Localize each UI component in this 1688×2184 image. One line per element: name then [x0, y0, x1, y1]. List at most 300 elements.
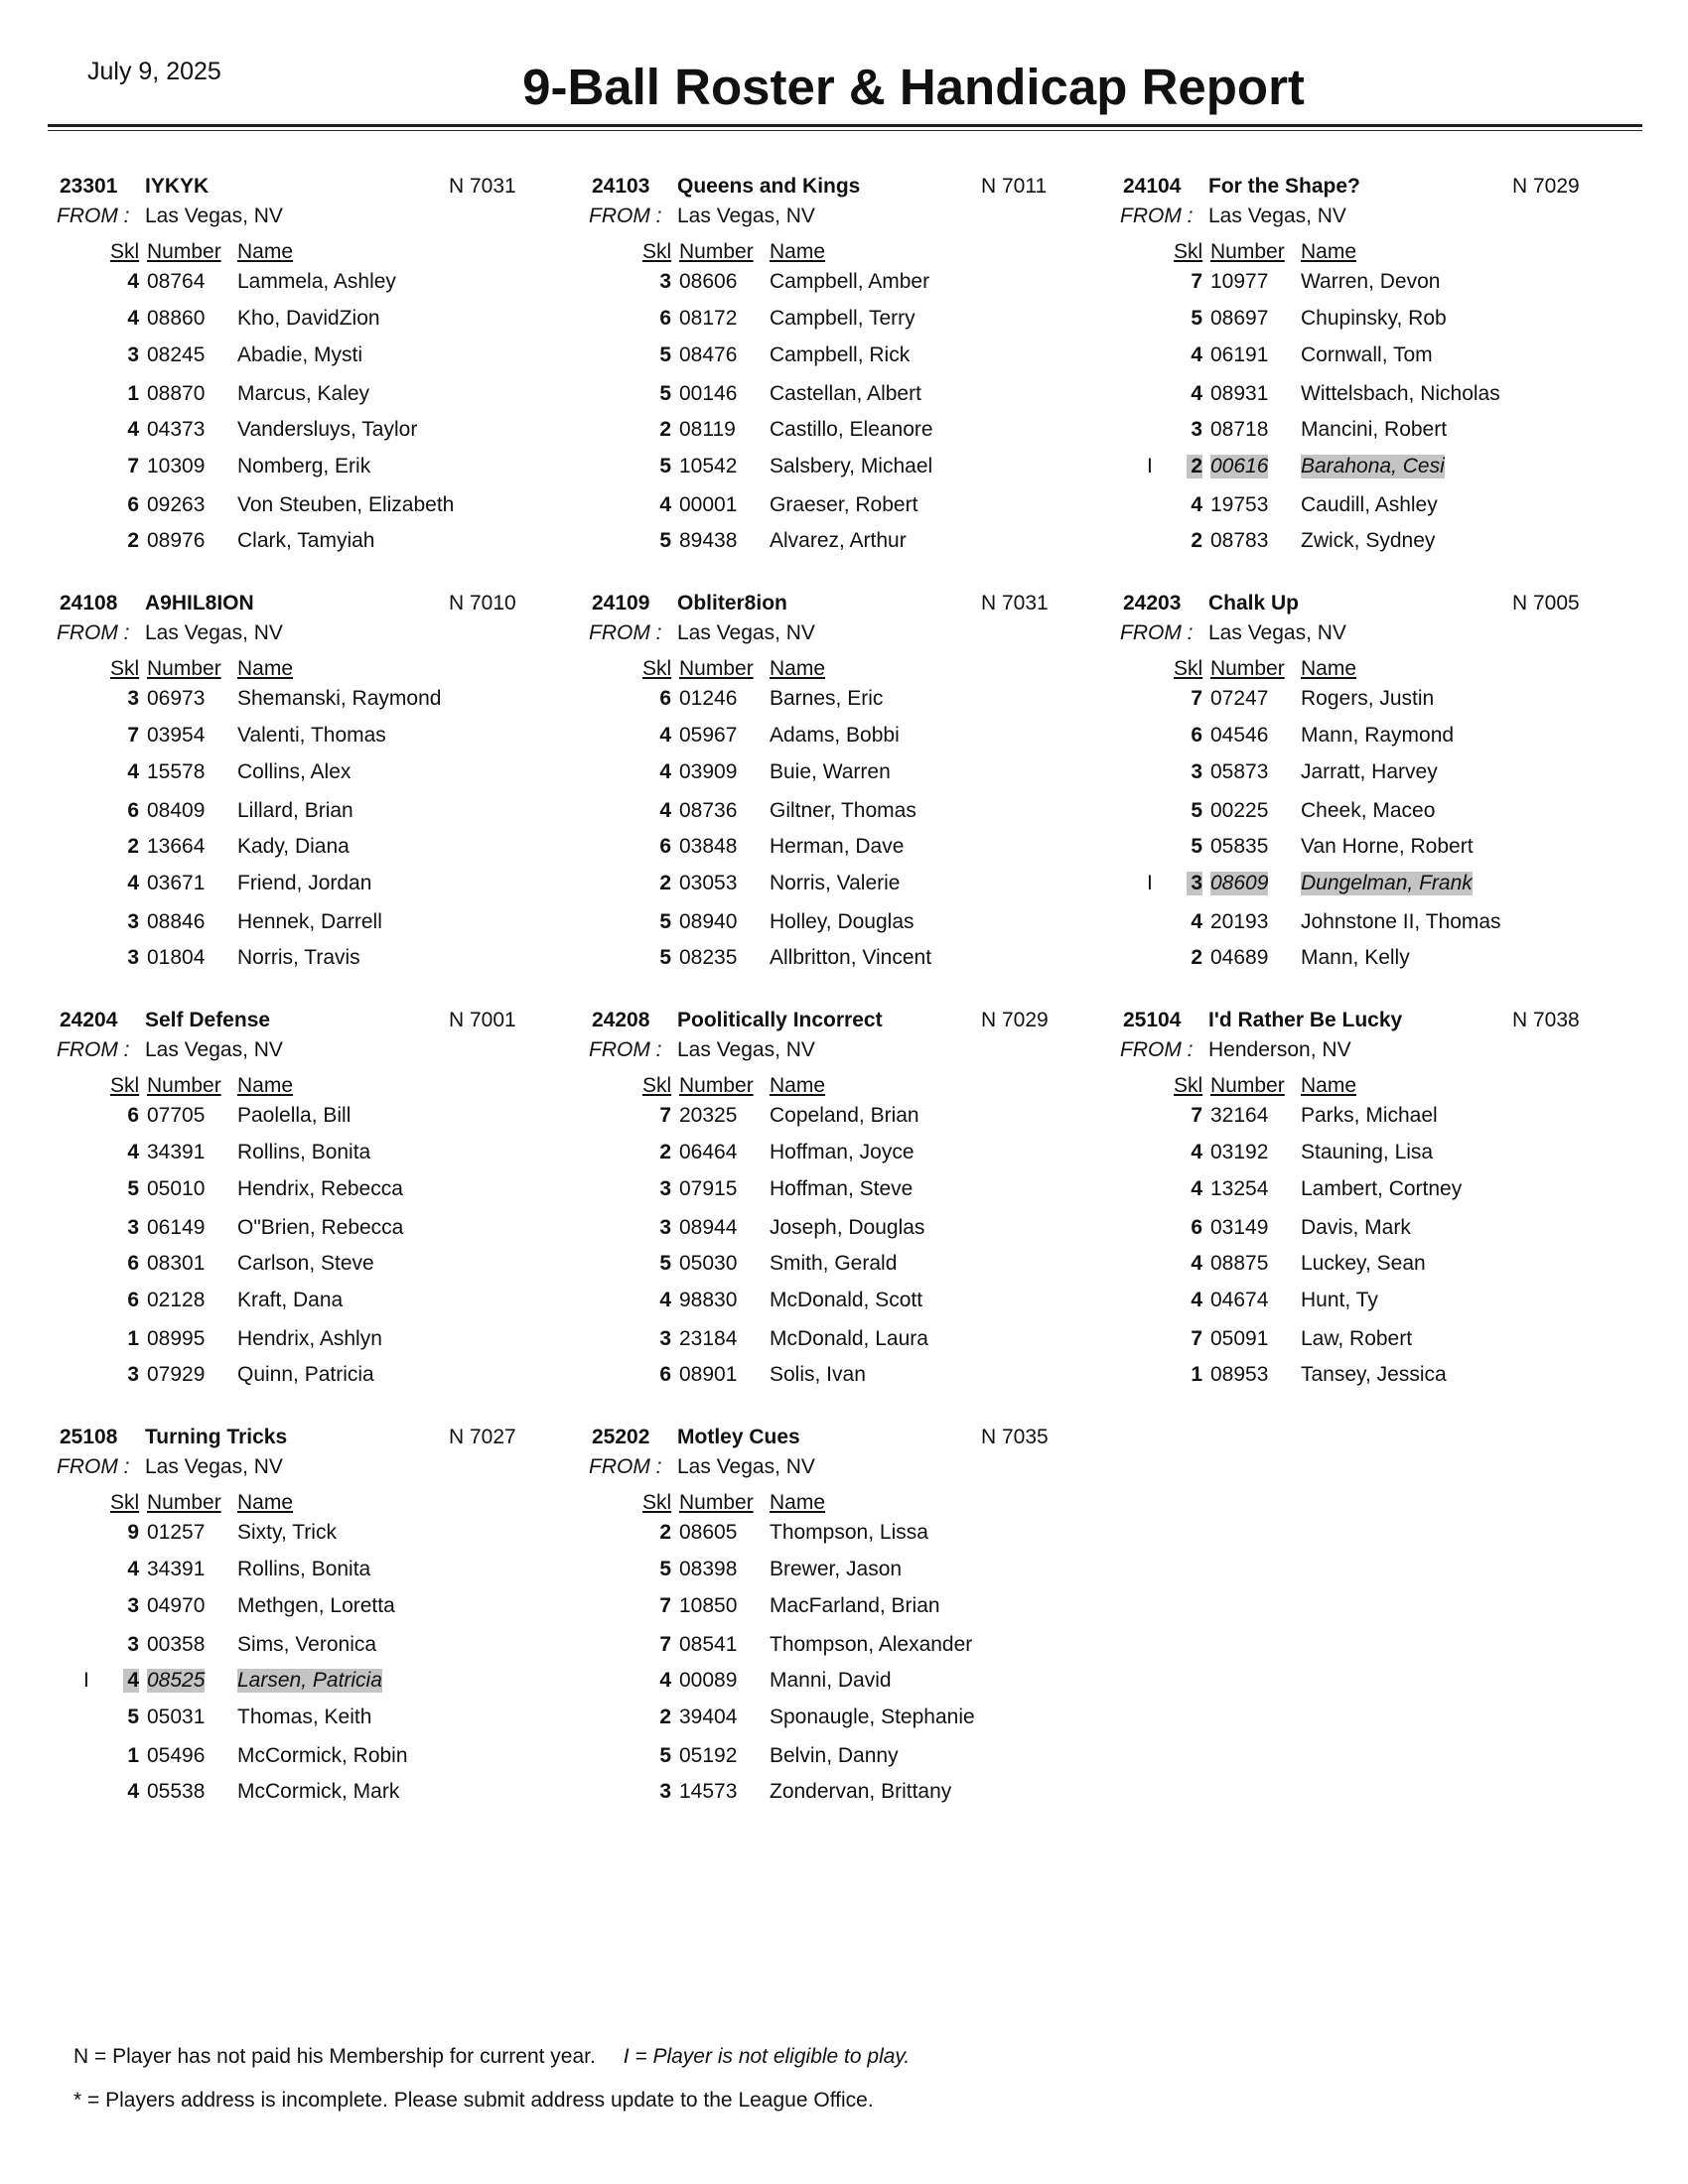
member-number: 39404 — [679, 1706, 738, 1728]
skill-level: 5 — [659, 343, 671, 366]
member-number: 08940 — [679, 910, 738, 933]
player-name: Zwick, Sydney — [1301, 529, 1436, 552]
member-number: 00089 — [679, 1669, 738, 1692]
member-number: 03671 — [147, 872, 206, 894]
player-name: Von Steuben, Elizabeth — [237, 493, 455, 516]
team-number: 24204 — [60, 1009, 118, 1031]
member-number: 03954 — [147, 724, 206, 747]
player-name: MacFarland, Brian — [770, 1594, 940, 1617]
member-number: 08846 — [147, 910, 206, 933]
skill-level: 5 — [659, 946, 671, 969]
player-name: Cheek, Maceo — [1301, 799, 1436, 822]
skill-level: 7 — [1191, 687, 1202, 710]
member-number: 98830 — [679, 1289, 738, 1311]
skill-level: 3 — [127, 1216, 139, 1239]
player-row — [1123, 760, 1639, 790]
skill-level: 4 — [127, 1558, 139, 1580]
skill-level: 4 — [127, 872, 139, 894]
skill-column-header: Skl — [110, 240, 140, 263]
team-header — [60, 175, 576, 203]
skill-level: 7 — [1191, 1104, 1202, 1127]
member-number: 08860 — [147, 307, 206, 330]
skill-level: 3 — [127, 946, 139, 969]
skill-column-header: Skl — [110, 1074, 140, 1097]
player-name: Chupinsky, Rob — [1301, 307, 1447, 330]
player-row — [60, 1327, 576, 1357]
member-number: 08119 — [679, 418, 736, 441]
player-name: Hoffman, Joyce — [770, 1141, 914, 1163]
player-row — [592, 1669, 1108, 1699]
member-number: 01246 — [679, 687, 738, 710]
player-name: Kho, DavidZion — [237, 307, 380, 330]
skill-level: 2 — [659, 418, 671, 441]
player-row — [592, 1706, 1108, 1735]
skill-level: 2 — [1191, 946, 1202, 969]
player-name: Hennek, Darrell — [237, 910, 382, 933]
team-division-code: N 7010 — [449, 592, 516, 614]
team-name: Motley Cues — [677, 1426, 800, 1448]
player-row — [60, 1633, 576, 1663]
member-number: 07929 — [147, 1363, 206, 1386]
skill-level: 3 — [659, 1216, 671, 1239]
player-row — [592, 910, 1108, 940]
player-name: Law, Robert — [1301, 1327, 1413, 1350]
player-name: Barahona, Cesi — [1301, 455, 1445, 478]
team-block — [57, 175, 576, 592]
name-column-header: Name — [770, 1074, 826, 1097]
player-name: Campbell, Amber — [770, 270, 930, 293]
player-row — [1123, 382, 1639, 412]
player-name: Tansey, Jessica — [1301, 1363, 1447, 1386]
player-name: Lammela, Ashley — [237, 270, 396, 293]
member-number: 07705 — [147, 1104, 206, 1127]
skill-level: 6 — [1191, 724, 1202, 747]
team-block — [1120, 1009, 1639, 1426]
player-row — [60, 493, 576, 523]
member-number: 08697 — [1210, 307, 1269, 330]
team-city: Las Vegas, NV — [677, 1038, 815, 1061]
player-name: Mann, Kelly — [1301, 946, 1410, 969]
player-row — [1123, 418, 1639, 448]
player-row — [592, 418, 1108, 448]
player-name: Methgen, Loretta — [237, 1594, 395, 1617]
skill-level: 4 — [1191, 343, 1202, 366]
player-row — [60, 835, 576, 865]
member-number: 08301 — [147, 1252, 206, 1275]
player-name: Vandersluys, Taylor — [237, 418, 418, 441]
member-number: 08953 — [1210, 1363, 1269, 1386]
skill-level: 3 — [1191, 760, 1202, 783]
member-number: 04970 — [147, 1594, 206, 1617]
skill-level: 2 — [659, 1706, 671, 1728]
team-city: Las Vegas, NV — [677, 1455, 815, 1478]
skill-level: 1 — [1191, 1363, 1202, 1386]
team-header — [1123, 1009, 1639, 1036]
skill-level: 4 — [127, 1141, 139, 1163]
player-row — [592, 455, 1108, 484]
skill-level: 3 — [1191, 418, 1202, 441]
member-number: 05031 — [147, 1706, 206, 1728]
team-number: 25202 — [592, 1426, 650, 1448]
from-label: FROM : — [57, 621, 130, 644]
player-name: Dungelman, Frank — [1301, 872, 1473, 894]
player-row — [1123, 307, 1639, 337]
skill-level: 3 — [659, 270, 671, 293]
skill-level: 5 — [659, 1252, 671, 1275]
team-header — [592, 175, 1108, 203]
player-row — [60, 1744, 576, 1774]
player-name: Marcus, Kaley — [237, 382, 370, 405]
skill-level: 3 — [127, 910, 139, 933]
eligibility-flag: I — [83, 1669, 89, 1692]
player-row — [60, 1289, 576, 1318]
legend-address-note: * = Players address is incomplete. Please submit address update to the League Office. — [73, 2089, 874, 2112]
player-row — [1123, 270, 1639, 300]
name-column-header: Name — [237, 1074, 294, 1097]
report-date: July 9, 2025 — [87, 58, 221, 85]
member-number: 08995 — [147, 1327, 206, 1350]
player-row — [60, 872, 576, 901]
team-header — [60, 1009, 576, 1036]
team-location — [57, 621, 283, 645]
skill-level: 5 — [659, 529, 671, 552]
member-number: 08944 — [679, 1216, 738, 1239]
skill-level: 4 — [1191, 910, 1202, 933]
skill-level: 4 — [127, 270, 139, 293]
player-name: Alvarez, Arthur — [770, 529, 907, 552]
skill-level: 7 — [659, 1594, 671, 1617]
team-number: 24104 — [1123, 175, 1182, 198]
player-name: Sponaugle, Stephanie — [770, 1706, 975, 1728]
player-row — [592, 1289, 1108, 1318]
member-number: 05030 — [679, 1252, 738, 1275]
eligibility-flag: I — [1147, 455, 1153, 478]
player-name: Hendrix, Rebecca — [237, 1177, 403, 1200]
player-name: Adams, Bobbi — [770, 724, 900, 747]
player-row — [60, 307, 576, 337]
member-number: 03848 — [679, 835, 738, 858]
member-number: 05010 — [147, 1177, 206, 1200]
player-name: Herman, Dave — [770, 835, 905, 858]
player-name: Zondervan, Brittany — [770, 1780, 952, 1803]
player-row — [1123, 1327, 1639, 1357]
team-city: Henderson, NV — [1208, 1038, 1351, 1061]
team-location — [57, 1455, 283, 1479]
skill-level: 5 — [1191, 799, 1202, 822]
player-row — [1123, 1289, 1639, 1318]
team-block — [589, 592, 1108, 1009]
player-row — [592, 799, 1108, 829]
player-name: Carlson, Steve — [237, 1252, 374, 1275]
player-name: Rollins, Bonita — [237, 1141, 371, 1163]
team-location — [1120, 621, 1346, 645]
player-name: Copeland, Brian — [770, 1104, 919, 1127]
player-name: Castellan, Albert — [770, 382, 921, 405]
skill-level: 6 — [659, 307, 671, 330]
number-column-header: Number — [147, 1491, 221, 1514]
skill-level: 2 — [1187, 455, 1202, 478]
team-city: Las Vegas, NV — [677, 205, 815, 227]
member-number: 05873 — [1210, 760, 1269, 783]
player-name: Clark, Tamyiah — [237, 529, 375, 552]
player-name: Belvin, Danny — [770, 1744, 899, 1767]
player-row — [592, 724, 1108, 753]
player-row — [592, 270, 1108, 300]
player-row — [592, 1141, 1108, 1170]
team-name: Queens and Kings — [677, 175, 861, 198]
skill-level: 3 — [1187, 872, 1202, 895]
player-name: Norris, Valerie — [770, 872, 901, 894]
member-number: 05967 — [679, 724, 738, 747]
team-division-code: N 7038 — [1512, 1009, 1580, 1031]
player-row — [1123, 1363, 1639, 1393]
member-number: 20325 — [679, 1104, 738, 1127]
member-number: 13254 — [1210, 1177, 1269, 1200]
team-location — [57, 205, 283, 228]
player-row — [60, 1558, 576, 1587]
team-location — [589, 1455, 815, 1479]
player-row — [592, 1327, 1108, 1357]
team-block — [57, 592, 576, 1009]
player-row — [1123, 1252, 1639, 1282]
skill-level: 3 — [659, 1327, 671, 1350]
skill-level: 3 — [659, 1177, 671, 1200]
team-number: 25104 — [1123, 1009, 1182, 1031]
member-number: 08235 — [679, 946, 738, 969]
team-header — [592, 1009, 1108, 1036]
player-row — [60, 1141, 576, 1170]
player-name: Valenti, Thomas — [237, 724, 386, 747]
skill-level: 4 — [127, 418, 139, 441]
team-division-code: N 7001 — [449, 1009, 516, 1031]
legend-line-1 — [73, 2045, 910, 2069]
player-row — [1123, 1141, 1639, 1170]
from-label: FROM : — [589, 1038, 662, 1061]
member-number: 01257 — [147, 1521, 206, 1544]
skill-level: 6 — [659, 1363, 671, 1386]
skill-level: 2 — [127, 529, 139, 552]
player-row — [592, 1363, 1108, 1393]
report-title: 9-Ball Roster & Handicap Report — [522, 59, 1305, 115]
player-row — [592, 382, 1108, 412]
number-column-header: Number — [679, 657, 754, 680]
skill-level: 4 — [1191, 493, 1202, 516]
skill-level: 4 — [659, 493, 671, 516]
member-number: 10542 — [679, 455, 738, 478]
skill-level: 7 — [1191, 1327, 1202, 1350]
skill-level: 6 — [1191, 1216, 1202, 1239]
team-city: Las Vegas, NV — [1208, 621, 1346, 644]
member-number: 03909 — [679, 760, 738, 783]
member-number: 04373 — [147, 418, 206, 441]
team-number: 24109 — [592, 592, 650, 614]
player-name: Graeser, Robert — [770, 493, 918, 516]
skill-level: 3 — [127, 1594, 139, 1617]
name-column-header: Name — [237, 657, 294, 680]
team-number: 24203 — [1123, 592, 1182, 614]
skill-level: 7 — [659, 1104, 671, 1127]
player-name: Davis, Mark — [1301, 1216, 1411, 1239]
team-location — [589, 1038, 815, 1062]
player-row — [592, 1633, 1108, 1663]
player-row — [1123, 724, 1639, 753]
skill-level: 4 — [127, 307, 139, 330]
skill-level: 4 — [659, 760, 671, 783]
skill-level: 1 — [127, 382, 139, 405]
skill-level: 4 — [659, 799, 671, 822]
skill-level: 5 — [659, 910, 671, 933]
team-division-code: N 7031 — [449, 175, 516, 198]
team-number: 25108 — [60, 1426, 118, 1448]
member-number: 03149 — [1210, 1216, 1269, 1239]
member-number: 13664 — [147, 835, 206, 858]
skill-level: 1 — [127, 1744, 139, 1767]
member-number: 06973 — [147, 687, 206, 710]
skill-level: 5 — [127, 1177, 139, 1200]
member-number: 05192 — [679, 1744, 738, 1767]
player-name: Cornwall, Tom — [1301, 343, 1433, 366]
player-name: Rollins, Bonita — [237, 1558, 371, 1580]
player-row — [60, 455, 576, 484]
player-row — [592, 1177, 1108, 1207]
member-number: 15578 — [147, 760, 206, 783]
team-location — [57, 1038, 283, 1062]
skill-level: 2 — [659, 1521, 671, 1544]
skill-column-header: Skl — [642, 1491, 672, 1514]
player-name: McDonald, Scott — [770, 1289, 923, 1311]
player-row — [592, 1558, 1108, 1587]
member-number: 08541 — [679, 1633, 738, 1656]
player-row — [592, 493, 1108, 523]
member-number: 00001 — [679, 493, 738, 516]
player-row — [60, 1104, 576, 1134]
team-name: Obliter8ion — [677, 592, 787, 614]
team-division-code: N 7005 — [1512, 592, 1580, 614]
player-row — [1123, 872, 1639, 901]
number-column-header: Number — [147, 657, 221, 680]
skill-level: 2 — [659, 872, 671, 894]
player-name: Jarratt, Harvey — [1301, 760, 1438, 783]
player-name: Sims, Veronica — [237, 1633, 377, 1656]
skill-level: 5 — [659, 455, 671, 478]
team-location — [1120, 1038, 1351, 1062]
player-row — [592, 1780, 1108, 1810]
skill-column-header: Skl — [642, 657, 672, 680]
skill-level: 3 — [127, 687, 139, 710]
member-number: 08875 — [1210, 1252, 1269, 1275]
player-name: Allbritton, Vincent — [770, 946, 932, 969]
from-label: FROM : — [57, 1038, 130, 1061]
player-name: Lambert, Cortney — [1301, 1177, 1463, 1200]
team-location — [1120, 205, 1346, 228]
team-header — [1123, 592, 1639, 619]
member-number: 01804 — [147, 946, 206, 969]
player-name: Kady, Diana — [237, 835, 350, 858]
player-name: Solis, Ivan — [770, 1363, 866, 1386]
team-division-code: N 7029 — [1512, 175, 1580, 198]
skill-column-header: Skl — [110, 657, 140, 680]
skill-level: 5 — [659, 1744, 671, 1767]
player-row — [1123, 1104, 1639, 1134]
skill-column-header: Skl — [642, 240, 672, 263]
player-row — [592, 1744, 1108, 1774]
member-number: 07247 — [1210, 687, 1269, 710]
player-row — [60, 1363, 576, 1393]
team-block — [1120, 175, 1639, 592]
from-label: FROM : — [1120, 205, 1194, 227]
team-division-code: N 7035 — [981, 1426, 1049, 1448]
team-number: 24208 — [592, 1009, 650, 1031]
member-number: 00616 — [1210, 455, 1269, 478]
skill-level: 4 — [1191, 1177, 1202, 1200]
name-column-header: Name — [237, 240, 294, 263]
skill-level: 9 — [127, 1521, 139, 1544]
member-number: 08605 — [679, 1521, 738, 1544]
team-header — [1123, 175, 1639, 203]
member-number: 05835 — [1210, 835, 1269, 858]
name-column-header: Name — [1301, 240, 1357, 263]
member-number: 03192 — [1210, 1141, 1269, 1163]
player-row — [60, 1780, 576, 1810]
skill-level: 1 — [127, 1327, 139, 1350]
skill-level: 3 — [659, 1780, 671, 1803]
player-name: Paolella, Bill — [237, 1104, 352, 1127]
member-number: 06149 — [147, 1216, 206, 1239]
member-number: 04546 — [1210, 724, 1269, 747]
player-row — [1123, 946, 1639, 976]
number-column-header: Number — [679, 1074, 754, 1097]
number-column-header: Number — [1210, 240, 1285, 263]
player-row — [592, 760, 1108, 790]
player-row — [60, 270, 576, 300]
skill-level: 2 — [1191, 529, 1202, 552]
team-city: Las Vegas, NV — [1208, 205, 1346, 227]
player-row — [60, 529, 576, 559]
team-header — [60, 1426, 576, 1453]
member-number: 14573 — [679, 1780, 738, 1803]
player-row — [1123, 835, 1639, 865]
team-block — [1120, 592, 1639, 1009]
player-name: Campbell, Terry — [770, 307, 915, 330]
member-number: 05538 — [147, 1780, 206, 1803]
player-row — [592, 1521, 1108, 1551]
player-row — [60, 799, 576, 829]
team-division-code: N 7029 — [981, 1009, 1049, 1031]
player-row — [60, 1706, 576, 1735]
player-row — [1123, 455, 1639, 484]
player-name: Kraft, Dana — [237, 1289, 344, 1311]
skill-level: 2 — [659, 1141, 671, 1163]
skill-level: 4 — [659, 724, 671, 747]
member-number: 06191 — [1210, 343, 1269, 366]
member-number: 09263 — [147, 493, 206, 516]
name-column-header: Name — [1301, 657, 1357, 680]
member-number: 20193 — [1210, 910, 1269, 933]
number-column-header: Number — [147, 1074, 221, 1097]
skill-level: 7 — [127, 724, 139, 747]
team-name: I'd Rather Be Lucky — [1208, 1009, 1403, 1031]
player-name: Wittelsbach, Nicholas — [1301, 382, 1500, 405]
team-city: Las Vegas, NV — [145, 205, 283, 227]
skill-level: 6 — [659, 835, 671, 858]
skill-level: 5 — [659, 1558, 671, 1580]
member-number: 05496 — [147, 1744, 206, 1767]
from-label: FROM : — [57, 205, 130, 227]
number-column-header: Number — [679, 240, 754, 263]
member-number: 10977 — [1210, 270, 1269, 293]
member-number: 02128 — [147, 1289, 206, 1311]
player-row — [60, 760, 576, 790]
